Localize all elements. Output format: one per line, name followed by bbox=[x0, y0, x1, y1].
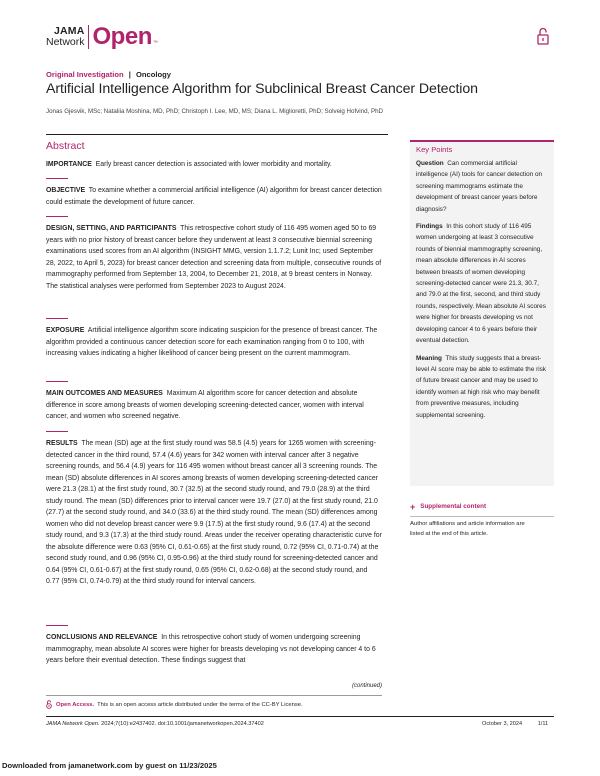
download-note: Downloaded from jamanetwork.com by guest on 11/23/2025 bbox=[2, 761, 217, 770]
affiliations-note: Author affiliations and article information are listed at the end of this article. bbox=[410, 521, 525, 537]
footer-citation-text: 2024;7(10):e2437402. doi:10.1001/jamanetworkopen.2024.37402 bbox=[101, 721, 264, 727]
section-label: RESULTS bbox=[46, 440, 78, 447]
section-text: In this retrospective cohort study of women undergoing screening mammography, mean absolute AI scores were higher for breasts developing vs not developing cancer 4 to 6 years before their eventual detection. These findings suggest that bbox=[46, 634, 376, 664]
open-access-icon bbox=[46, 700, 52, 709]
section-text: Maximum AI algorithm score for cancer detection and absolute difference in score among breasts of women developing screening-detected cancer, women with interval cancer, and women who screened negative. bbox=[46, 390, 364, 420]
key-point-question bbox=[416, 158, 548, 215]
section-text: Early breast cancer detection is associated with lower morbidity and mortality. bbox=[95, 161, 332, 168]
footer-citation bbox=[46, 721, 264, 727]
article-subject: Oncology bbox=[136, 70, 172, 79]
section-label: IMPORTANCE bbox=[46, 161, 92, 168]
article-title: Artificial Intelligence Algorithm for Subclinical Breast Cancer Detection bbox=[46, 81, 478, 97]
key-point-text: This study suggests that a breast-level AI score may be able to estimate the risk of future breast cancer and may be used to identify women at high risk who may benefit from preventive measures, including supplemental screening. bbox=[416, 354, 547, 419]
footer-journal: JAMA Network Open. bbox=[46, 721, 100, 727]
logo-jama-text: JAMA bbox=[53, 25, 85, 37]
abstract-objective bbox=[46, 185, 382, 208]
logo-divider bbox=[88, 25, 89, 49]
key-points-box bbox=[410, 140, 554, 486]
section-label: EXPOSURE bbox=[46, 327, 85, 334]
open-access-line bbox=[46, 700, 303, 709]
article-type-separator: | bbox=[128, 70, 131, 79]
section-label: DESIGN, SETTING, AND PARTICIPANTS bbox=[46, 225, 177, 232]
key-point-meaning bbox=[416, 353, 548, 421]
section-divider bbox=[46, 381, 68, 382]
article-type: Original Investigation bbox=[46, 70, 124, 79]
abstract-design bbox=[46, 223, 382, 292]
section-text: The mean (SD) age at the first study round was 58.5 (4.5) years for 1265 women with screening-detected cancer in the third round, 57.4 (4.6) years for 342 women with interval cancer after 3 negative screening rounds, and 56.4 (4.9) years for 116 495 women without breast cancer all 3 screening rounds. The mean (SD) absolute differences in AI scores among breasts of women developing screening-detected cancer were 21.3 (28.1) at the first study round, 30.7 (32.5) at the second study round, and 79.0 (28.9) at the third study round. The mean (SD) differences prior to interval cancer were 19.7 (27.0) at the first study round, 21.0 (27.7) at the second study round, and 34.0 (33.6) at the third study round. The mean (SD) differences among women who did not develop breast cancer were 9.9 (17.5) at the first study round, 9.6 (17.4) at the second study round, and 9.3 (17.3) at the third study round. Areas under the receiver operating characteristic curve for the absolute difference were 0.63 (95% CI, 0.61-0.65) at the first study round, 0.72 (95% CI, 0.71-0.74) at the second study round, and 0.96 (95% CI, 0.95-0.96) at the third study round for screening-detected cancer and 0.64 (95% CI, 0.61-0.67) at the first study round, 0.65 (95% CI, 0.62-0.68) at the second study round, and 0.77 (95% CI, 0.74-0.79) at the third study round for interval cancers. bbox=[46, 440, 382, 585]
section-divider bbox=[46, 178, 68, 179]
footer-rule bbox=[46, 716, 554, 717]
open-access-rule bbox=[46, 695, 382, 696]
plus-icon: + bbox=[410, 501, 416, 512]
key-point-label: Question bbox=[416, 160, 444, 167]
supplemental-divider bbox=[410, 516, 554, 517]
footer-page-number: 1/11 bbox=[537, 721, 549, 727]
section-text: To examine whether a commercial artificial intelligence (AI) algorithm for breast cancer detection could estimate the development of future cancer. bbox=[46, 187, 382, 206]
section-label: OBJECTIVE bbox=[46, 187, 86, 194]
section-divider bbox=[46, 216, 68, 217]
section-divider bbox=[46, 318, 68, 319]
abstract-importance bbox=[46, 159, 382, 171]
abstract-top-rule bbox=[46, 134, 388, 135]
logo-network-text: Network bbox=[46, 36, 85, 48]
abstract-outcomes bbox=[46, 388, 382, 423]
logo-open-text: Open bbox=[92, 23, 152, 50]
jama-network-open-logo bbox=[46, 24, 158, 54]
section-text: Artificial intelligence algorithm score indicating suspicion for the presence of breast cancer. The algorithm provided a continuous cancer detection score for each examination ranging from 0 to 100, with increasing values indicating a higher likelihood of cancer being present on the current mammogram. bbox=[46, 327, 378, 357]
open-access-text: This is an open access article distributed under the terms of the CC-BY License. bbox=[97, 701, 303, 708]
logo-trademark: ™ bbox=[152, 40, 158, 46]
footer-date: October 3, 2024 bbox=[482, 721, 523, 727]
open-lock-icon bbox=[537, 27, 549, 45]
key-point-text: Can commercial artificial intelligence (AI) tools for cancer detection on screening mammograms estimate the development of breast cancer years before diagnosis? bbox=[416, 160, 543, 213]
section-divider bbox=[46, 625, 68, 626]
abstract-conclusions bbox=[46, 632, 382, 667]
abstract-exposure bbox=[46, 325, 382, 360]
supplemental-content-label: Supplemental content bbox=[420, 503, 487, 510]
key-point-label: Findings bbox=[416, 223, 443, 231]
key-point-label: Meaning bbox=[416, 354, 442, 362]
supplemental-content-link[interactable] bbox=[410, 503, 486, 510]
key-points-heading: Key Points bbox=[416, 145, 453, 154]
abstract-results bbox=[46, 438, 382, 588]
key-point-text: In this cohort study of 116 495 women undergoing at least 3 consecutive rounds of biennial mammography screening, mean absolute differences in AI scores between breasts of women developing screening-detected cancer were 21.3, 30.7, and 79.0 at the first, second, and third study rounds, respectively. Mean absolute AI scores were higher for breasts developing vs not developing cancer 4 to 6 years before their eventual detection. bbox=[416, 223, 546, 345]
section-label: CONCLUSIONS AND RELEVANCE bbox=[46, 634, 158, 641]
section-label: MAIN OUTCOMES AND MEASURES bbox=[46, 390, 163, 397]
continued-note: (continued) bbox=[352, 683, 383, 689]
abstract-heading: Abstract bbox=[46, 140, 85, 152]
article-type-line bbox=[46, 70, 171, 79]
open-access-label: Open Access. bbox=[56, 701, 95, 708]
section-text: This retrospective cohort study of 116 495 women aged 50 to 69 years with no prior history of breast cancer before they underwent at least 3 consecutive biennial screening examinations used scores from an AI algorithm (INSIGHT MMG, version 1.1.7.2; Lunit Inc; used September 28, 2022, to April 5, 2023) for breast cancer detection and screening data from multiple, consecutive rounds of mammography performed from September 13, 2004, to December 21, 2018, at 9 breast centers in Norway. The statistical analyses were performed from September 2023 to August 2024. bbox=[46, 225, 382, 290]
section-divider bbox=[46, 431, 68, 432]
key-point-findings bbox=[416, 221, 548, 346]
author-list: Jonas Gjesvik, MSc; Nataliia Moshina, MD, PhD; Christoph I. Lee, MD, MS; Diana L. Miglioretti, PhD; Solveig Hofvind, PhD bbox=[46, 108, 384, 115]
footer-right bbox=[482, 721, 548, 727]
